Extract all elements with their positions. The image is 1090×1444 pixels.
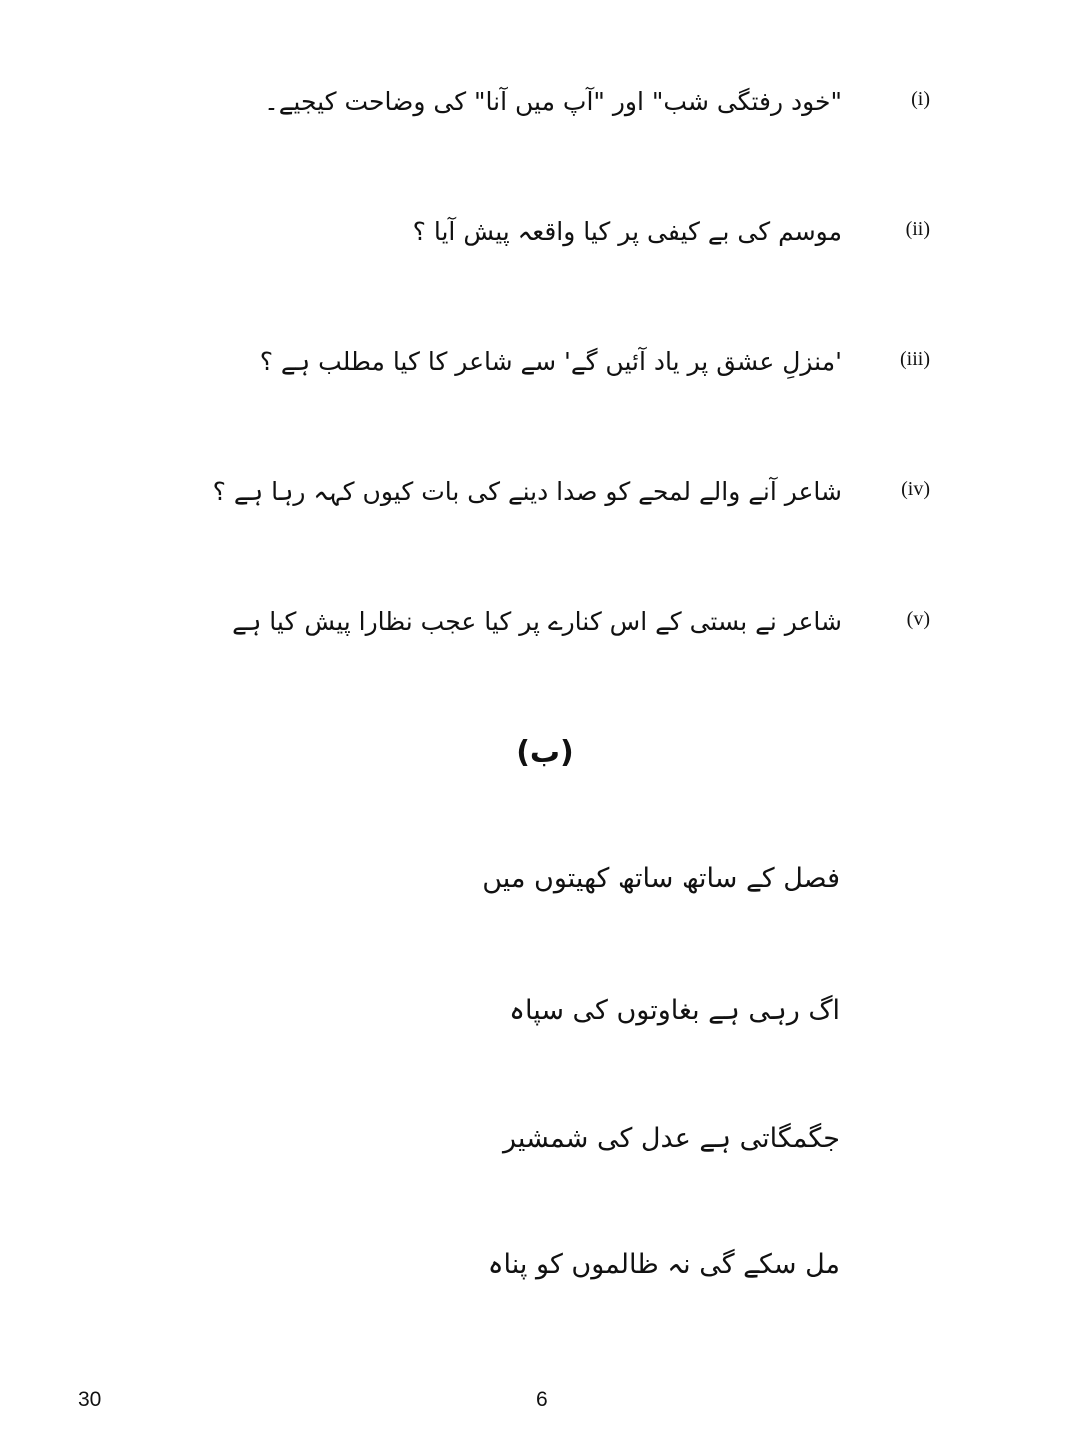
question-text: 'منزلِ عشق پر یاد آئیں گے' سے شاعر کا کیا مطلب ہے ؟ — [259, 347, 842, 376]
section-heading: (ب) — [516, 735, 574, 770]
question-item — [150, 600, 930, 660]
question-item — [150, 340, 930, 400]
question-item — [150, 210, 930, 270]
question-text: "خود رفتگی شب" اور "آپ میں آنا" کی وضاحت کیجیے۔ — [264, 87, 842, 116]
question-text: موسم کی بے کیفی پر کیا واقعہ پیش آیا ؟ — [412, 217, 842, 246]
poem-line: جگمگاتی ہے عدل کی شمشیر — [503, 1123, 840, 1154]
poem-line: مل سکے گی نہ ظالموں کو پناہ — [487, 1249, 840, 1280]
poem-line: اگ رہی ہے بغاوتوں کی سپاہ — [509, 995, 840, 1026]
question-number: (iii) — [900, 348, 930, 370]
paper-code: 30 — [78, 1388, 102, 1411]
question-text: شاعر نے بستی کے اس کنارے پر کیا عجب نظارا پیش کیا ہے — [232, 607, 842, 636]
page-number: 6 — [536, 1388, 548, 1411]
question-text: شاعر آنے والے لمحے کو صدا دینے کی بات کیوں کہہ رہا ہے ؟ — [212, 477, 842, 506]
question-item — [150, 470, 930, 530]
question-number: (ii) — [905, 218, 930, 240]
question-number: (v) — [906, 608, 930, 630]
question-number: (iv) — [901, 478, 930, 500]
question-number: (i) — [911, 88, 930, 110]
question-item — [150, 80, 930, 140]
poem-line: فصل کے ساتھ ساتھ کھیتوں میں — [482, 863, 840, 894]
